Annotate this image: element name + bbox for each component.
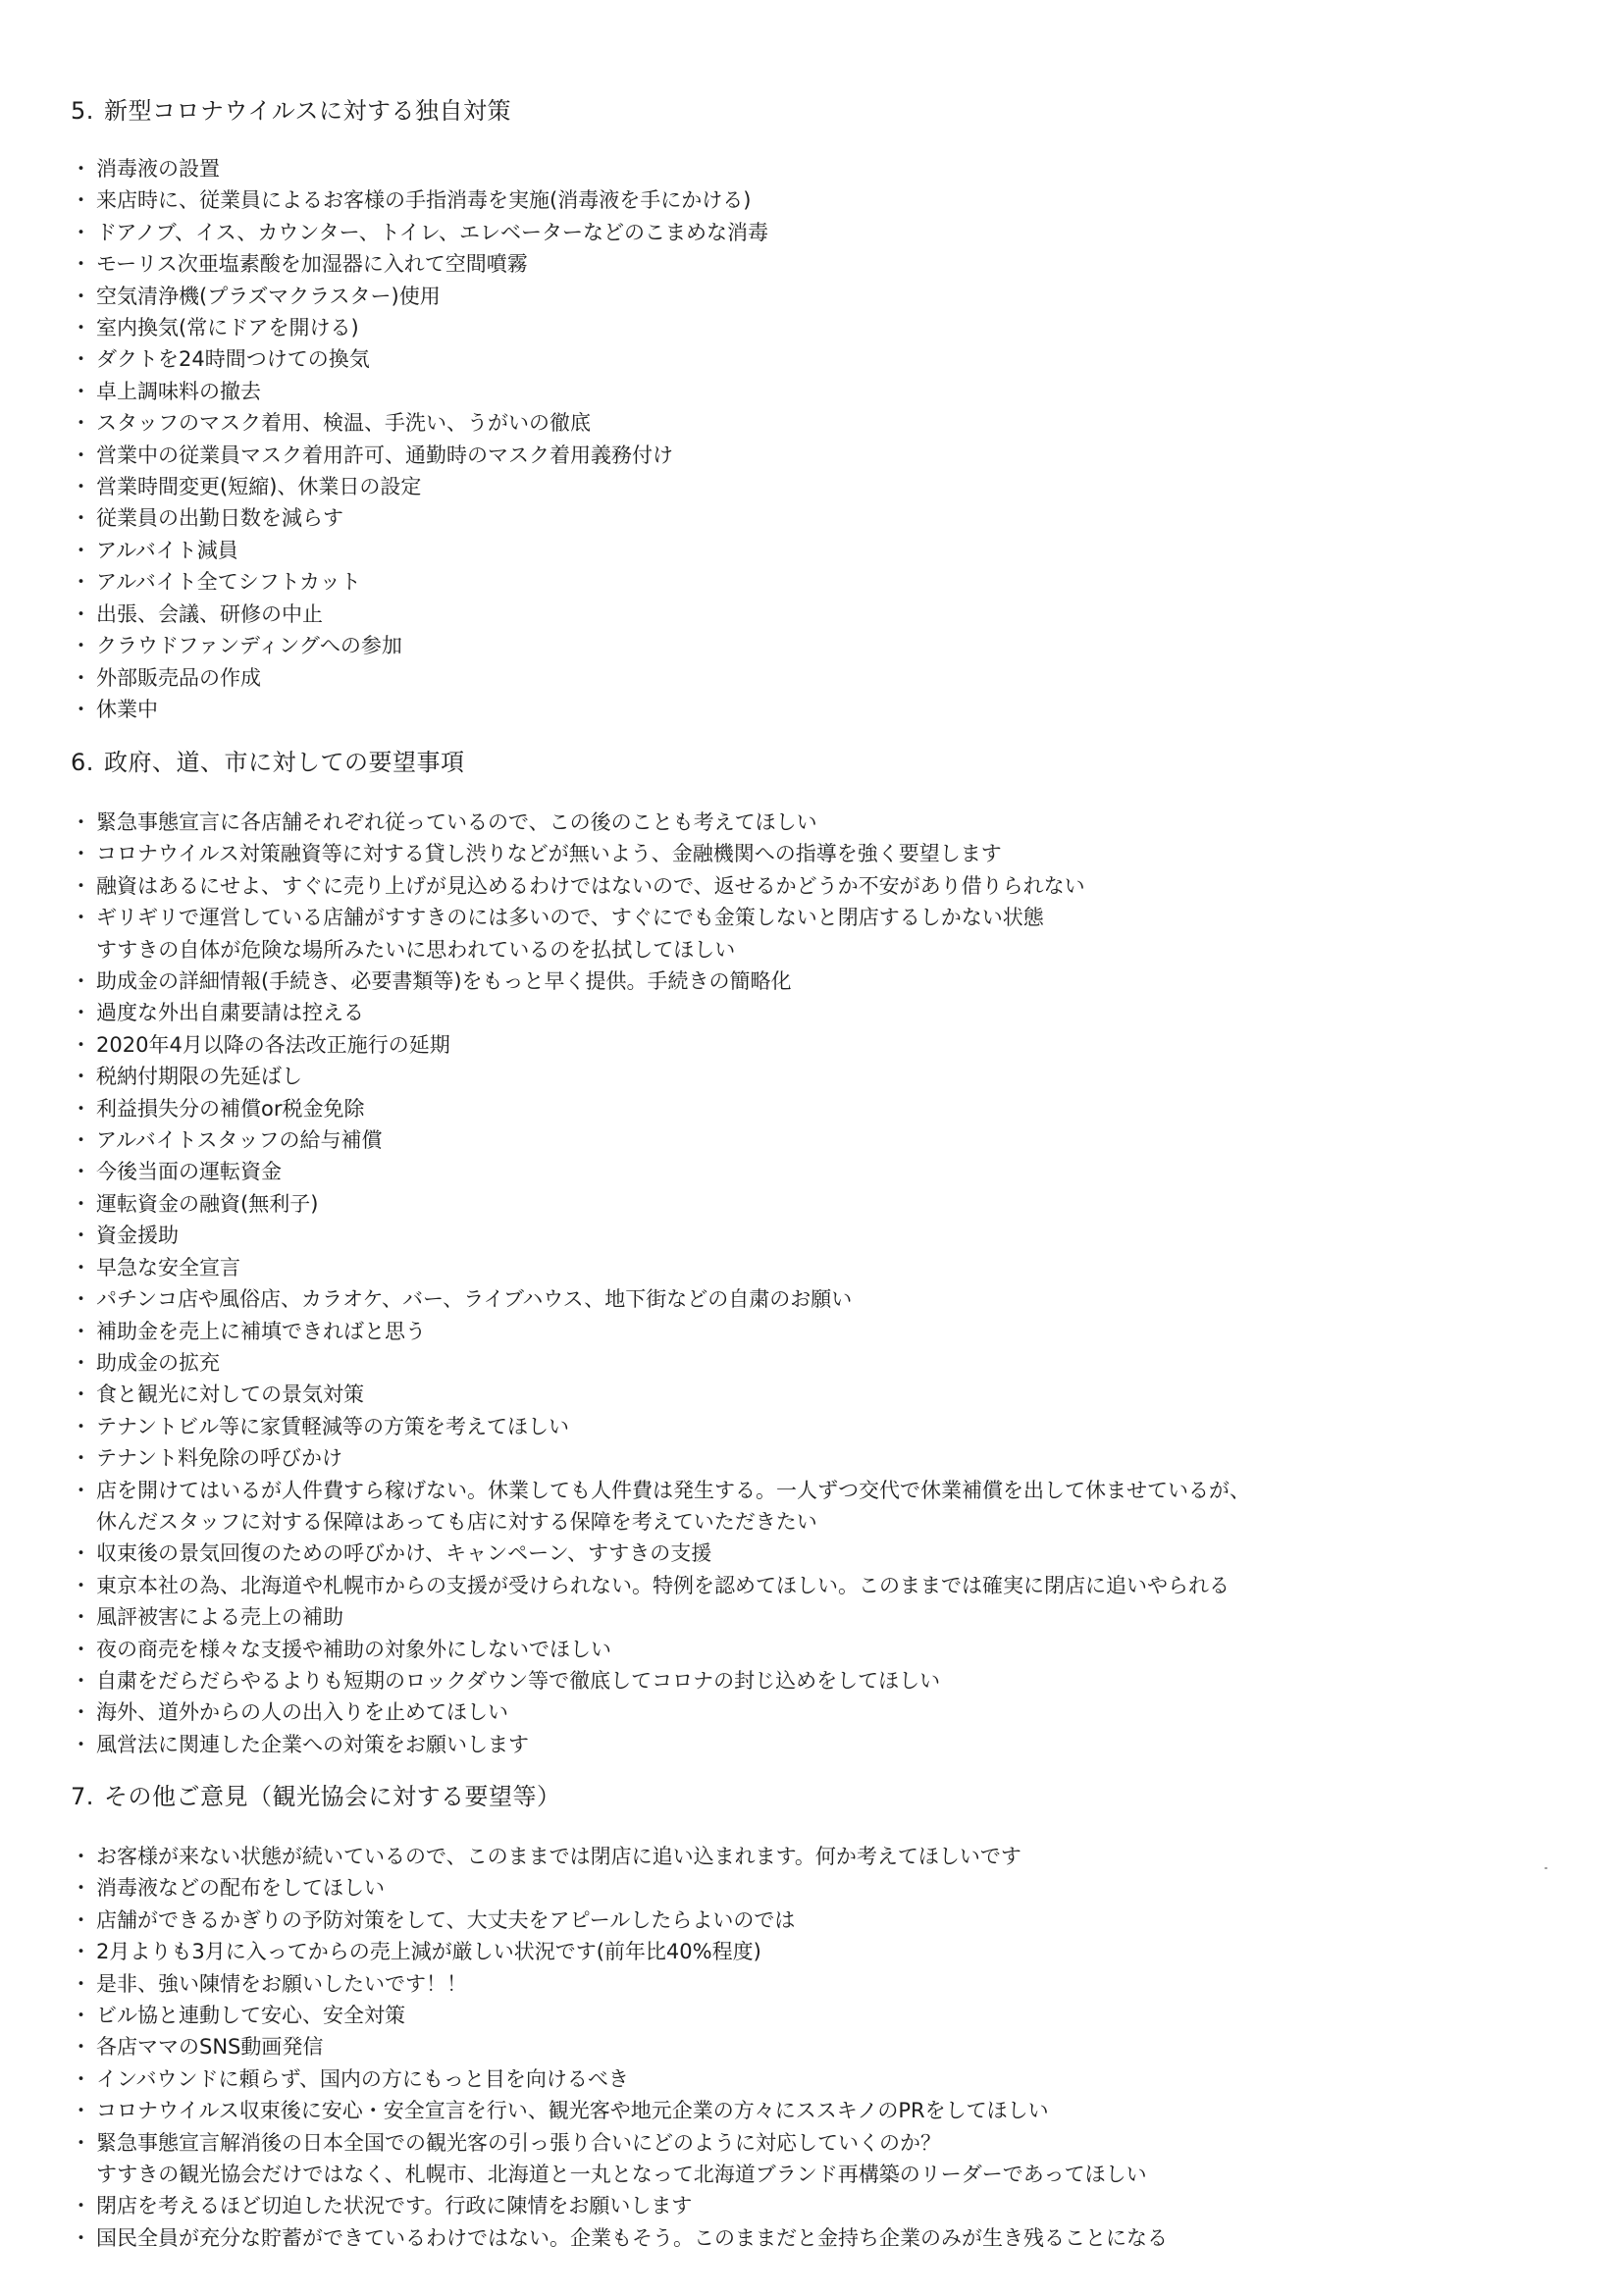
section-7-number: 7. (71, 1783, 94, 1810)
list-item: ・ 卓上調味料の撤去 (77, 376, 1548, 407)
list-item: ・ アルバイトスタッフの給与補償 (77, 1124, 1548, 1156)
list-item: ・ 過度な外出自粛要請は控える (77, 997, 1548, 1028)
list-item: ・ 早急な安全宣言 (77, 1252, 1548, 1283)
list-item: ・ 緊急事態宣言に各店舗それぞれ従っているので、この後のことも考えてほしい (77, 807, 1548, 838)
section-5-title: 新型コロナウイルスに対する独自対策 (104, 97, 512, 125)
list-item: ・ 東京本社の為、北海道や札幌市からの支援が受けられない。特例を認めてほしい。このままでは確実に閉店に追いやられる (77, 1570, 1548, 1601)
section-5-number: 5. (71, 97, 94, 125)
list-item: ・ 利益損失分の補償or税金免除 (77, 1093, 1548, 1124)
list-item: ・ 店舗ができるかぎりの予防対策をして、大丈夫をアピールしたらよいのでは (77, 1905, 1548, 1936)
list-item: ・ 今後当面の運転資金 (77, 1156, 1548, 1187)
list-item: ・ アルバイト全てシフトカット (77, 566, 1548, 598)
list-item: ・ 従業員の出勤日数を減らす (77, 502, 1548, 534)
scan-speck (1544, 1867, 1547, 1869)
list-item: ・ クラウドファンディングへの参加 (77, 630, 1548, 661)
list-item: ・ 自粛をだらだらやるよりも短期のロックダウン等で徹底してコロナの封じ込めをしてほしい (77, 1665, 1548, 1696)
list-item: ・ 空気清浄機(プラズマクラスター)使用 (77, 281, 1548, 312)
list-item: ・ 助成金の拡充 (77, 1347, 1548, 1379)
list-item: ・ ダクトを24時間つけての換気 (77, 343, 1548, 375)
list-item: ・ ギリギリで運営している店舗がすすきのには多いので、すぐにでも金策しないと閉店するしかない状態 すすきの自体が危険な場所みたいに思われているのを払拭してほしい (77, 902, 1548, 965)
list-item: ・ テナントビル等に家賃軽減等の方策を考えてほしい (77, 1411, 1548, 1442)
section-5-heading (71, 94, 511, 128)
list-item: ・ アルバイト減員 (77, 535, 1548, 566)
list-item: ・ 融資はあるにせよ、すぐに売り上げが見込めるわけではないので、返せるかどうか不安があり借りられない (77, 870, 1548, 902)
list-item: ・ お客様が来ない状態が続いているので、このままでは閉店に追い込まれます。何か考えてほしいです (77, 1841, 1548, 1872)
list-item: ・ 税納付期限の先延ばし (77, 1061, 1548, 1092)
list-item: ・ パチンコ店や風俗店、カラオケ、バー、ライブハウス、地下街などの自粛のお願い (77, 1283, 1548, 1315)
list-item: ・ スタッフのマスク着用、検温、手洗い、うがいの徹底 (77, 407, 1548, 439)
list-item: ・ ドアノブ、イス、カウンター、トイレ、エレベーターなどのこまめな消毒 (77, 217, 1548, 248)
list-item: ・ 2月よりも3月に入ってからの売上減が厳しい状況です(前年比40%程度) (77, 1936, 1548, 1967)
list-item: ・ 海外、道外からの人の出入りを止めてほしい (77, 1696, 1548, 1728)
list-item: ・ 2020年4月以降の各法改正施行の延期 (77, 1029, 1548, 1061)
list-item: ・ コロナウイルス対策融資等に対する貸し渋りなどが無いよう、金融機関への指導を強く要望します (77, 838, 1548, 869)
list-item: ・ 食と観光に対しての景気対策 (77, 1379, 1548, 1410)
list-item: ・ 店を開けてはいるが人件費すら稼げない。休業しても人件費は発生する。一人ずつ交代で休業補償を出して休ませているが、 休んだスタッフに対する保障はあっても店に対する保障を考えていただきたい (77, 1475, 1548, 1539)
list-item: ・ 外部販売品の作成 (77, 662, 1548, 694)
section-6-list (77, 807, 1548, 1760)
list-item: ・ 室内換気(常にドアを開ける) (77, 312, 1548, 343)
section-6-number: 6. (71, 749, 94, 776)
list-item: ・ 風営法に関連した企業への対策をお願いします (77, 1729, 1548, 1760)
list-item: ・ 営業時間変更(短縮)、休業日の設定 (77, 471, 1548, 502)
list-item: ・ ビル協と連動して安心、安全対策 (77, 2000, 1548, 2031)
section-6-heading (71, 746, 465, 779)
section-7-title: その他ご意見（観光協会に対する要望等） (104, 1783, 561, 1810)
section-7-heading (71, 1780, 561, 1813)
list-item: ・ 是非、強い陳情をお願いしたいです！！ (77, 1968, 1548, 2000)
list-item: ・ テナント料免除の呼びかけ (77, 1442, 1548, 1474)
list-item: ・ インバウンドに頼らず、国内の方にもっと目を向けるべき (77, 2063, 1548, 2095)
list-item: ・ 消毒液の設置 (77, 153, 1548, 184)
list-item: ・ 緊急事態宣言解消後の日本全国での観光客の引っ張り合いにどのように対応していくのか？ すすきの観光協会だけではなく、札幌市、北海道と一丸となって北海道ブランド再構築のリーダーであってほしい (77, 2127, 1548, 2191)
list-item: ・ 閉店を考えるほど切迫した状況です。行政に陳情をお願いします (77, 2190, 1548, 2221)
list-item: ・ 休業中 (77, 694, 1548, 725)
list-item: ・ コロナウイルス収束後に安心・安全宣言を行い、観光客や地元企業の方々にススキノのPRをしてほしい (77, 2095, 1548, 2126)
list-item: ・ 夜の商売を様々な支援や補助の対象外にしないでほしい (77, 1634, 1548, 1665)
list-item: ・ 収束後の景気回復のための呼びかけ、キャンペーン、すすきの支援 (77, 1538, 1548, 1569)
list-item: ・ 風評被害による売上の補助 (77, 1601, 1548, 1633)
list-item: ・ 運転資金の融資(無利子) (77, 1188, 1548, 1220)
list-item: ・ 営業中の従業員マスク着用許可、通勤時のマスク着用義務付け (77, 440, 1548, 471)
section-5-list (77, 153, 1548, 725)
list-item: ・ モーリス次亜塩素酸を加湿器に入れて空間噴霧 (77, 248, 1548, 280)
list-item: ・ 国民全員が充分な貯蓄ができているわけではない。企業もそう。このままだと金持ち企業のみが生き残ることになる (77, 2222, 1548, 2254)
list-item: ・ 出張、会議、研修の中止 (77, 599, 1548, 630)
list-item: ・ 各店ママのSNS動画発信 (77, 2031, 1548, 2062)
list-item: ・ 来店時に、従業員によるお客様の手指消毒を実施(消毒液を手にかける) (77, 184, 1548, 216)
section-7-list (77, 1841, 1548, 2254)
list-item: ・ 消毒液などの配布をしてほしい (77, 1872, 1548, 1904)
list-item: ・ 補助金を売上に補填できればと思う (77, 1316, 1548, 1347)
list-item: ・ 資金援助 (77, 1220, 1548, 1251)
list-item: ・ 助成金の詳細情報(手続き、必要書類等)をもっと早く提供。手続きの簡略化 (77, 965, 1548, 997)
section-6-title: 政府、道、市に対しての要望事項 (104, 749, 465, 776)
